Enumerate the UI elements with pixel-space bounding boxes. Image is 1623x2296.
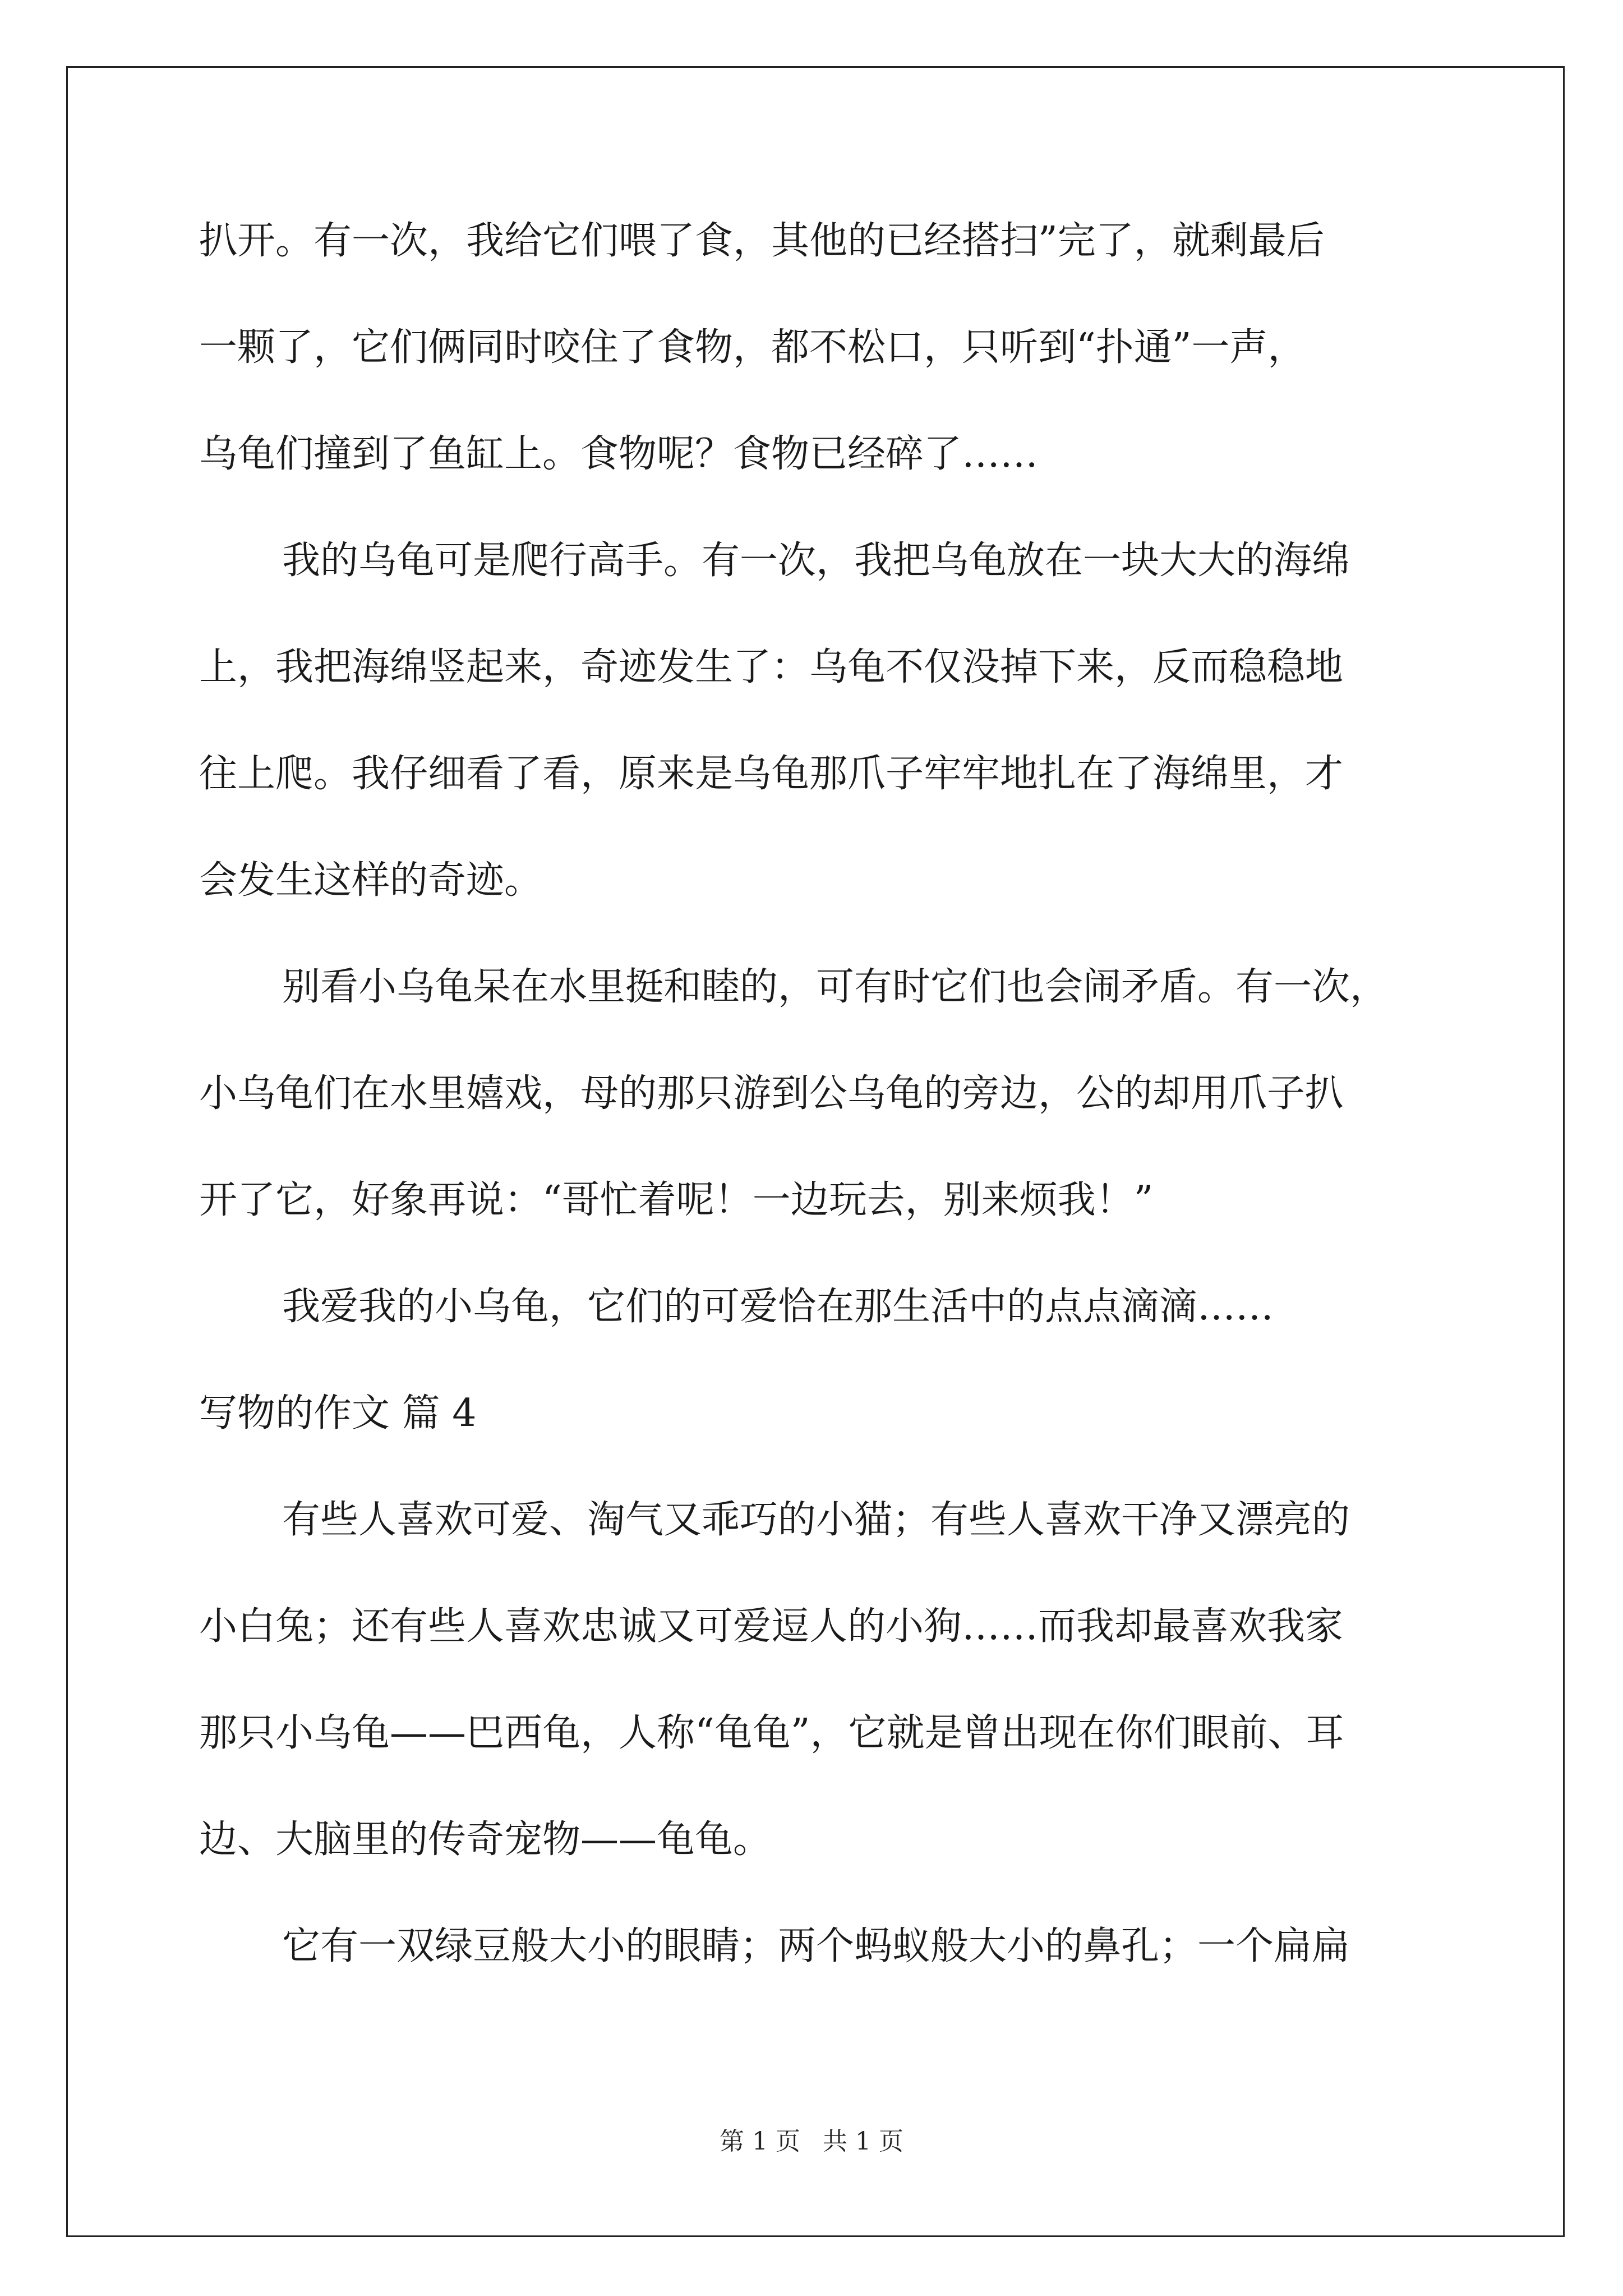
text-line: 小白兔；还有些人喜欢忠诚又可爱逗人的小狗……而我却最喜欢我家: [199, 1604, 1344, 1649]
paragraph-start-line: 我爱我的小乌龟，它们的可爱恰在那生活中的点点滴滴……: [282, 1285, 1274, 1329]
paragraph-start-line: 我的乌龟可是爬行高手。有一次，我把乌龟放在一块大大的海绵: [282, 539, 1350, 583]
page-border: [66, 66, 1565, 2237]
text-line: 开了它，好象再说：“哥忙着呢！一边玩去，别来烦我！”: [199, 1178, 1154, 1222]
section-heading: 写物的作文 篇 4: [199, 1391, 477, 1435]
page-footer: [0, 2125, 1623, 2159]
page-number: 第 1 页: [720, 2127, 800, 2156]
text-line: 扒开。有一次，我给它们喂了食，其他的已经搭扫”完了，就剩最后: [199, 219, 1325, 263]
text-line: 一颗了，它们俩同时咬住了食物，都不松口，只听到“扑通”一声，: [199, 325, 1306, 370]
text-line: 边、大脑里的传奇宠物——龟龟。: [199, 1818, 772, 1862]
text-line: 小乌龟们在水里嬉戏，母的那只游到公乌龟的旁边，公的却用爪子扒: [199, 1071, 1344, 1116]
text-line: 那只小乌龟——巴西龟，人称“龟龟”，它就是曾出现在你们眼前、耳: [199, 1711, 1344, 1755]
text-line: 上，我把海绵竖起来，奇迹发生了：乌龟不仅没掉下来，反而稳稳地: [199, 645, 1344, 689]
page-total: 共 1 页: [823, 2127, 903, 2156]
paragraph-start-line: 别看小乌龟呆在水里挺和睦的，可有时它们也会闹矛盾。有一次，: [282, 965, 1389, 1009]
text-line: 往上爬。我仔细看了看，原来是乌龟那爪子牢牢地扎在了海绵里，才: [199, 752, 1344, 796]
text-line: 乌龟们撞到了鱼缸上。食物呢？食物已经碎了……: [199, 432, 1039, 476]
paragraph-start-line: 有些人喜欢可爱、淘气又乖巧的小猫；有些人喜欢干净又漂亮的: [282, 1498, 1350, 1542]
paragraph-start-line: 它有一双绿豆般大小的眼睛；两个蚂蚁般大小的鼻孔；一个扁扁: [282, 1924, 1350, 1968]
text-line: 会发生这样的奇迹。: [199, 858, 543, 903]
